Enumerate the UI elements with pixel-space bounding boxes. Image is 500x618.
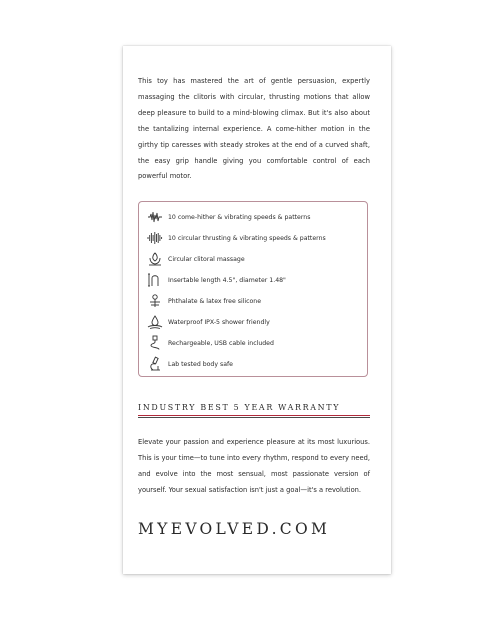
- feature-item-clitoral-massage: [147, 251, 245, 267]
- feature-label: Phthalate & latex free silicone: [168, 297, 262, 305]
- feature-label: 10 circular thrusting & vibrating speeds & patterns: [168, 234, 326, 242]
- feature-item-come-hither: [147, 209, 310, 225]
- feature-label: 10 come-hither & vibrating speeds & patterns: [168, 213, 311, 221]
- feature-label: Waterproof IPX-5 shower friendly: [168, 318, 270, 326]
- product-info-card: [123, 46, 391, 574]
- intro-paragraph: This toy has mastered the art of gentle persuasion, expertly massaging the clitoris with circular, thrusting motions that allow deep pleasure to build to a mind-blowing climax. But it's also about the tantalizing internal experience. A come-hither motion in the girthy tip caresses with steady strokes at the end of a curved shaft, the easy grip handle giving you comfortable control of each powerful motor.: [138, 77, 370, 181]
- feature-item-silicone: [147, 293, 261, 309]
- sound-bars-icon: [147, 230, 163, 246]
- website-url: MYEVOLVED.COM: [138, 520, 331, 538]
- swirl-flower-icon: [147, 251, 163, 267]
- feature-item-circular-thrusting: [147, 230, 326, 246]
- feature-item-rechargeable: [147, 335, 274, 351]
- feature-item-insertable-length: [147, 272, 286, 288]
- outro-paragraph: Elevate your passion and experience pleasure at its most luxurious. This is your time—to tune into every rhythm, respond to every need, and evolve into the most sensual, most passionate version of yourself. Your sexual satisfaction isn't just a goal—it's a revolution.: [138, 438, 370, 494]
- divider: [138, 417, 370, 418]
- features-box: [138, 201, 368, 377]
- ruler-measure-icon: [147, 272, 163, 288]
- usb-cable-icon: [147, 335, 163, 351]
- feature-item-lab-tested: [147, 356, 233, 372]
- water-splash-icon: [147, 314, 163, 330]
- feature-label: Rechargeable, USB cable included: [168, 339, 274, 347]
- divider-accent: [138, 415, 370, 416]
- warranty-heading: INDUSTRY BEST 5 YEAR WARRANTY: [138, 403, 341, 412]
- feature-label: Circular clitoral massage: [168, 255, 245, 263]
- feature-item-waterproof: [147, 314, 270, 330]
- feature-label: Insertable length 4.5", diameter 1.48": [168, 276, 286, 284]
- microscope-icon: [147, 356, 163, 372]
- waveform-icon: [147, 209, 163, 225]
- feature-label: Lab tested body safe: [168, 360, 233, 368]
- phthalate-free-icon: [147, 293, 163, 309]
